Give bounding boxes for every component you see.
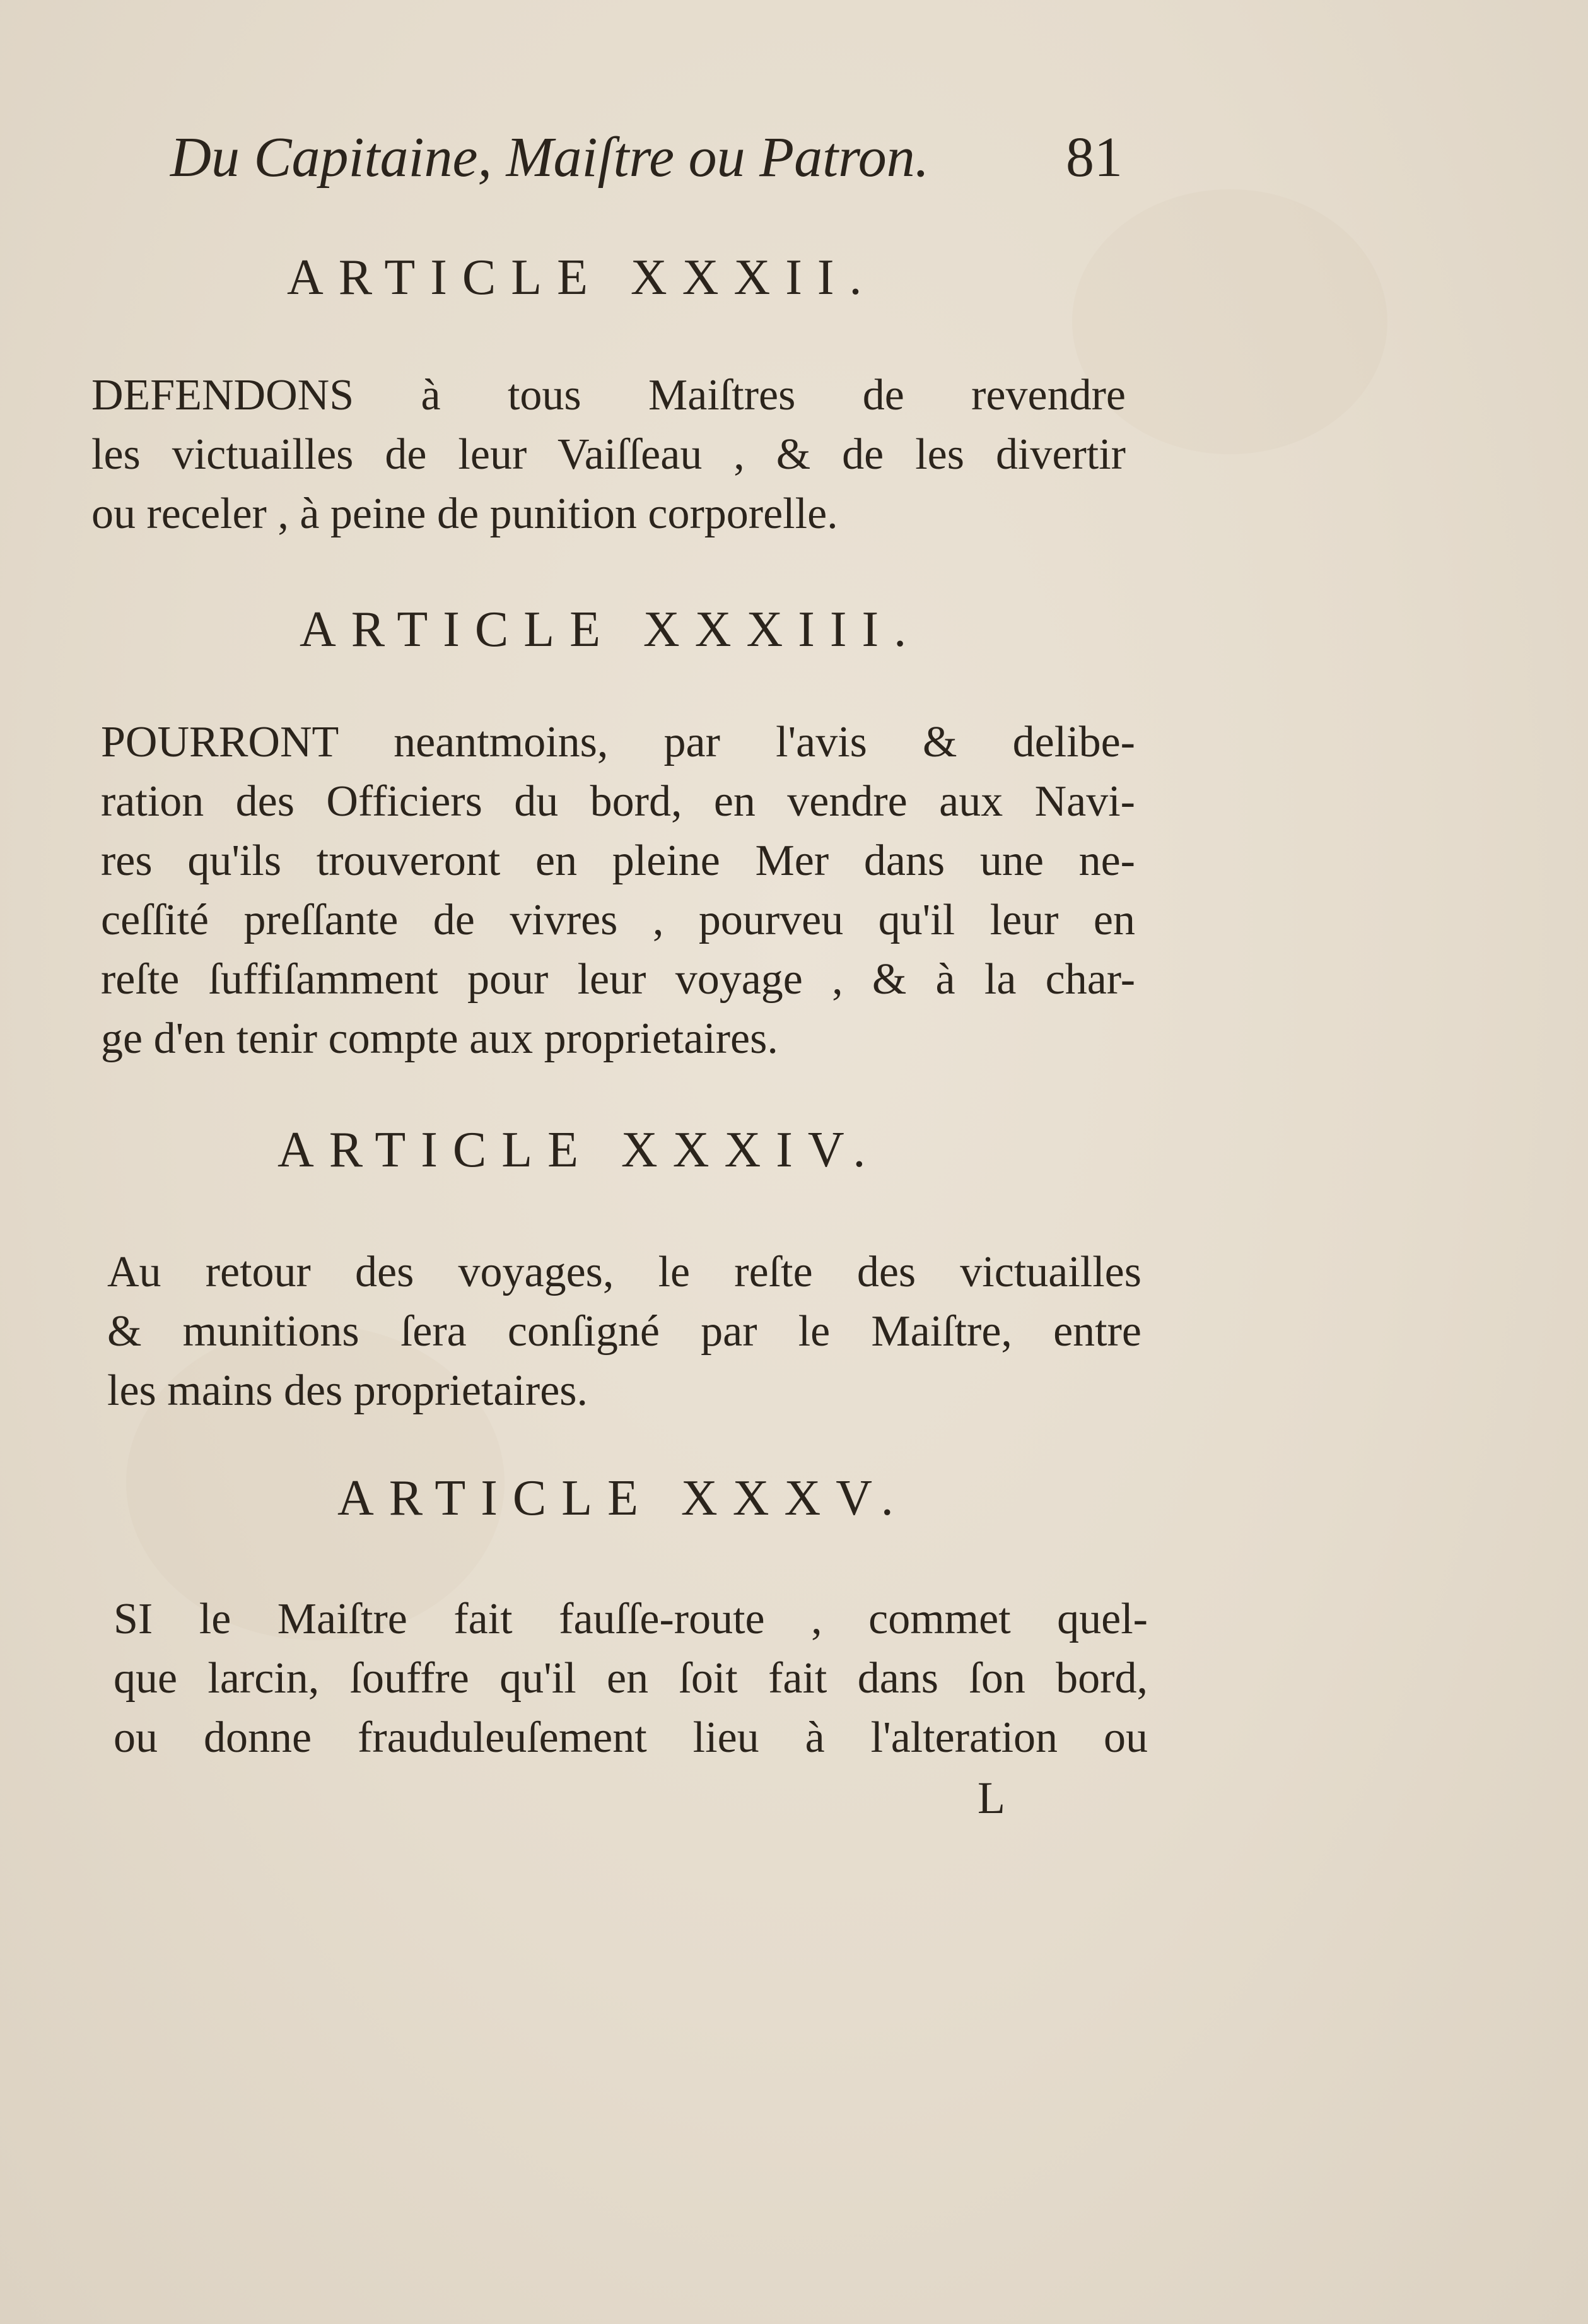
text-line: SI le Maiſtre fait fauſſe-route , commet quel- xyxy=(114,1595,1148,1643)
running-head-title: Du Capitaine, Maiſtre ou Patron. xyxy=(170,126,930,189)
text-line: ou receler , à peine de punition corporelle. xyxy=(91,490,838,538)
article-heading: ARTICLE XXXIV. xyxy=(277,1122,881,1178)
text-line: que larcin, ſouffre qu'il en ſoit fait dans ſon bord, xyxy=(114,1654,1148,1703)
text-line: les victuailles de leur Vaiſſeau , & de les divertir xyxy=(91,430,1126,479)
text-line: Au retour des voyages, le reſte des victuailles xyxy=(107,1248,1141,1296)
article-text xyxy=(101,713,1135,1069)
article-text xyxy=(114,1590,1148,1768)
text-line: ration des Officiers du bord, en vendre aux Navi- xyxy=(101,777,1135,826)
text-line: DEFENDONS à tous Maiſtres de revendre xyxy=(91,371,1126,420)
text-line: ceſſité preſſante de vivres , pourveu qu'il leur en xyxy=(101,896,1135,944)
article-heading: ARTICLE XXXII. xyxy=(287,250,877,305)
article-text xyxy=(91,366,1126,544)
running-head xyxy=(170,123,1123,192)
article-heading: ARTICLE XXXIII. xyxy=(300,602,922,657)
text-line: & munitions ſera conſigné par le Maiſtre, entre xyxy=(107,1307,1141,1356)
text-line: les mains des proprietaires. xyxy=(107,1366,588,1415)
article-heading: ARTICLE XXXV. xyxy=(337,1470,909,1526)
article-text xyxy=(107,1243,1141,1421)
text-line: ge d'en tenir compte aux proprietaires. xyxy=(101,1014,778,1063)
page-number: 81 xyxy=(1066,126,1123,189)
text-line: POURRONT neantmoins, par l'avis & delibe- xyxy=(101,718,1135,766)
text-line: reſte ſuffiſamment pour leur voyage , & à la char- xyxy=(101,955,1135,1004)
signature-mark: L xyxy=(978,1773,1005,1823)
text-line: res qu'ils trouveront en pleine Mer dans une ne- xyxy=(101,836,1135,885)
text-line: ou donne frauduleuſement lieu à l'alteration ou xyxy=(114,1713,1148,1762)
